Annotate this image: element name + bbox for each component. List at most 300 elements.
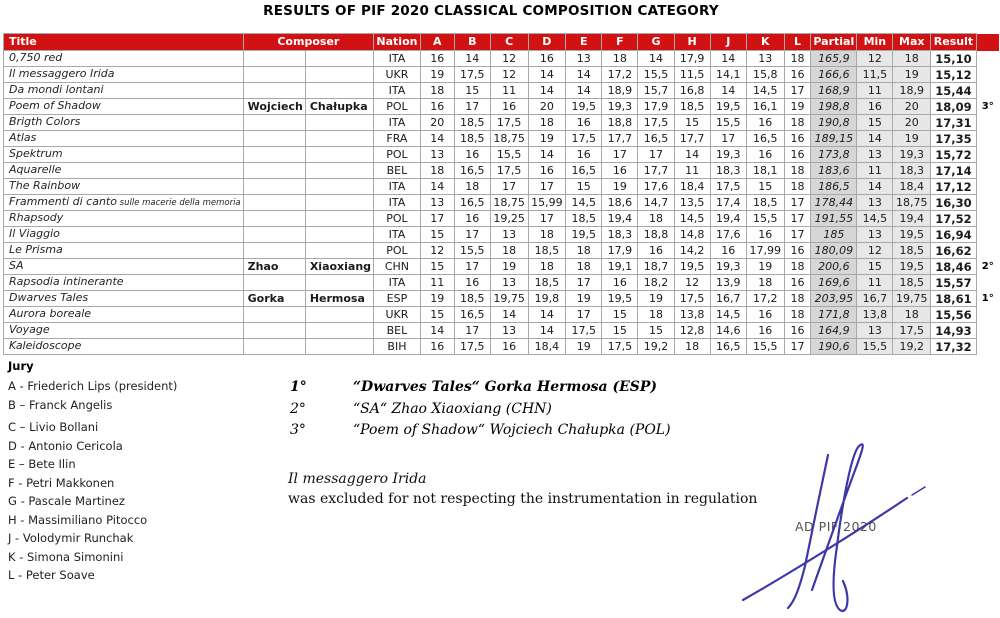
title-text: Rapsodia intinerante — [9, 275, 124, 288]
composer-first-cell — [243, 67, 305, 83]
score-cell: 15 — [420, 307, 454, 323]
partial-cell: 178,44 — [811, 195, 857, 211]
partial-cell: 169,6 — [811, 275, 857, 291]
composer-last-cell — [305, 179, 373, 195]
score-cell: 19,3 — [602, 99, 638, 115]
score-cell: 18,5 — [674, 99, 710, 115]
score-cell: 18 — [784, 291, 811, 307]
table-row — [4, 291, 1000, 307]
col-nation: Nation — [374, 34, 421, 51]
score-cell: 14 — [528, 147, 566, 163]
composer-first-cell — [243, 307, 305, 323]
score-cell: 12 — [490, 67, 528, 83]
min-cell: 12 — [857, 243, 893, 259]
score-cell: 15,5 — [454, 243, 490, 259]
score-cell: 14 — [566, 67, 602, 83]
title-cell — [4, 195, 244, 211]
result-cell: 17,35 — [931, 131, 977, 147]
col-composer: Composer — [243, 34, 373, 51]
score-cell: 19 — [638, 291, 674, 307]
title-cell — [4, 67, 244, 83]
score-cell: 14,6 — [710, 323, 746, 339]
score-cell: 16 — [454, 147, 490, 163]
score-cell: 14 — [528, 67, 566, 83]
score-cell: 17,5 — [490, 163, 528, 179]
title-text: Dwarves Tales — [9, 291, 89, 304]
score-cell: 18,4 — [674, 179, 710, 195]
score-cell: 17 — [638, 147, 674, 163]
jury-member: A - Friederich Lips (president) — [8, 379, 178, 393]
table-row — [4, 323, 1000, 339]
composer-first-cell: Zhao — [243, 259, 305, 275]
score-cell: 17,5 — [710, 179, 746, 195]
score-cell: 14,2 — [674, 243, 710, 259]
score-cell: 17,2 — [602, 67, 638, 83]
score-cell: 15,5 — [746, 339, 784, 355]
score-cell: 18,5 — [454, 115, 490, 131]
composer-first-cell: Gorka — [243, 291, 305, 307]
title-cell — [4, 51, 244, 67]
col-judge-a: A — [420, 34, 454, 51]
title-text: Aquarelle — [9, 163, 62, 176]
composer-first-cell: Wojciech — [243, 99, 305, 115]
score-cell: 14 — [420, 131, 454, 147]
col-rank — [976, 34, 999, 51]
table-row — [4, 243, 1000, 259]
max-cell: 19,4 — [893, 211, 931, 227]
composer-first-cell — [243, 179, 305, 195]
nation-cell: UKR — [374, 307, 421, 323]
score-cell: 14,5 — [746, 83, 784, 99]
score-cell: 16 — [746, 323, 784, 339]
table-row — [4, 147, 1000, 163]
score-cell: 16 — [602, 275, 638, 291]
col-judge-e: E — [566, 34, 602, 51]
min-cell: 16 — [857, 99, 893, 115]
score-cell: 18,2 — [638, 275, 674, 291]
score-cell: 17,99 — [746, 243, 784, 259]
jury-list — [8, 377, 177, 585]
score-cell: 16 — [454, 211, 490, 227]
table-row — [4, 275, 1000, 291]
title-text: Da mondi lontani — [9, 83, 104, 96]
title-text: The Rainbow — [9, 179, 81, 192]
title-text: Kaleidoscope — [9, 339, 82, 352]
rank-cell — [976, 275, 999, 291]
result-cell: 14,93 — [931, 323, 977, 339]
title-cell — [4, 339, 244, 355]
score-cell: 16 — [746, 307, 784, 323]
title-text: Aurora boreale — [9, 307, 92, 320]
max-cell: 18,5 — [893, 275, 931, 291]
signature-caption: AD PIF 2020 — [795, 519, 877, 534]
min-cell: 13 — [857, 195, 893, 211]
score-cell: 13 — [746, 51, 784, 67]
score-cell: 18 — [528, 115, 566, 131]
score-cell: 14,7 — [638, 195, 674, 211]
rank-cell — [976, 227, 999, 243]
score-cell: 19 — [784, 99, 811, 115]
min-cell: 12 — [857, 51, 893, 67]
result-cell: 17,52 — [931, 211, 977, 227]
partial-cell: 191,55 — [811, 211, 857, 227]
score-cell: 18,1 — [746, 163, 784, 179]
title-text: Rhapsody — [9, 211, 64, 224]
composer-last-cell — [305, 227, 373, 243]
composer-last-cell — [305, 163, 373, 179]
score-cell: 18,4 — [528, 339, 566, 355]
podium-place-label: 1° — [290, 379, 307, 395]
col-judge-g: G — [638, 34, 674, 51]
score-cell: 18 — [528, 259, 566, 275]
nation-cell: BEL — [374, 323, 421, 339]
composer-first-cell — [243, 211, 305, 227]
score-cell: 14 — [710, 51, 746, 67]
composer-first-cell — [243, 131, 305, 147]
jury-member: J - Volodymir Runchak — [8, 531, 134, 545]
nation-cell: BEL — [374, 163, 421, 179]
results-body — [4, 51, 1000, 355]
rank-cell: 2° — [981, 260, 994, 272]
score-cell: 19,75 — [490, 291, 528, 307]
title-cell — [4, 275, 244, 291]
result-cell: 15,12 — [931, 67, 977, 83]
title-text: Il Viaggio — [9, 227, 60, 240]
score-cell: 19 — [490, 259, 528, 275]
score-cell: 18,7 — [638, 259, 674, 275]
result-cell: 15,56 — [931, 307, 977, 323]
title-text: Spektrum — [9, 147, 63, 160]
composer-last-cell — [305, 131, 373, 147]
max-cell: 18,9 — [893, 83, 931, 99]
score-cell: 17,9 — [674, 51, 710, 67]
max-cell: 20 — [893, 99, 931, 115]
jury-member: H - Massimiliano Pitocco — [8, 512, 148, 527]
score-cell: 18,9 — [602, 83, 638, 99]
score-cell: 16 — [490, 99, 528, 115]
header-row — [4, 34, 1000, 51]
nation-cell: BIH — [374, 339, 421, 355]
max-cell: 19 — [893, 67, 931, 83]
score-cell: 18 — [638, 211, 674, 227]
score-cell: 19,3 — [710, 147, 746, 163]
composer-first-cell — [243, 243, 305, 259]
score-cell: 19,8 — [528, 291, 566, 307]
title-cell — [4, 211, 244, 227]
score-cell: 19,4 — [710, 211, 746, 227]
min-cell: 16,7 — [857, 291, 893, 307]
partial-cell: 198,8 — [811, 99, 857, 115]
score-cell: 11 — [490, 83, 528, 99]
score-cell: 13,9 — [710, 275, 746, 291]
min-cell: 15 — [857, 115, 893, 131]
title-text: Voyage — [9, 323, 50, 336]
score-cell: 16 — [784, 323, 811, 339]
partial-cell: 168,9 — [811, 83, 857, 99]
col-min: Min — [857, 34, 893, 51]
score-cell: 16 — [566, 115, 602, 131]
composer-last-cell — [305, 67, 373, 83]
score-cell: 17 — [784, 211, 811, 227]
score-cell: 15 — [420, 259, 454, 275]
partial-cell: 165,9 — [811, 51, 857, 67]
score-cell: 19,25 — [490, 211, 528, 227]
composer-last-cell — [305, 211, 373, 227]
min-cell: 15 — [857, 259, 893, 275]
podium-third-place — [290, 420, 671, 442]
score-cell: 18,3 — [710, 163, 746, 179]
score-cell: 14,5 — [674, 211, 710, 227]
nation-cell: ITA — [374, 83, 421, 99]
composer-first-cell — [243, 227, 305, 243]
score-cell: 16 — [420, 339, 454, 355]
score-cell: 16 — [420, 51, 454, 67]
podium-winner-text: “Poem of Shadow“ Wojciech Chałupka (POL) — [353, 422, 671, 438]
rank-cell — [976, 147, 999, 163]
score-cell: 17 — [454, 99, 490, 115]
col-judge-j: J — [710, 34, 746, 51]
table-row — [4, 163, 1000, 179]
score-cell: 18,5 — [528, 275, 566, 291]
score-cell: 14 — [528, 323, 566, 339]
score-cell: 14 — [454, 51, 490, 67]
score-cell: 13,8 — [674, 307, 710, 323]
score-cell: 19 — [602, 179, 638, 195]
max-cell: 18,5 — [893, 243, 931, 259]
title-cell — [4, 131, 244, 147]
score-cell: 16 — [490, 339, 528, 355]
score-cell: 13 — [490, 227, 528, 243]
rank-cell — [976, 307, 999, 323]
score-cell: 14 — [566, 83, 602, 99]
exclusion-note — [288, 469, 757, 509]
results-table — [3, 33, 1000, 355]
partial-cell: 166,6 — [811, 67, 857, 83]
score-cell: 18,5 — [528, 243, 566, 259]
jury-member: B – Franck Angelis — [8, 397, 113, 412]
score-cell: 18,6 — [602, 195, 638, 211]
page-title: RESULTS OF PIF 2020 CLASSICAL COMPOSITION CATEGORY — [263, 3, 719, 19]
score-cell: 17 — [710, 131, 746, 147]
score-cell: 13,5 — [674, 195, 710, 211]
rank-cell — [976, 51, 999, 67]
score-cell: 17 — [528, 211, 566, 227]
nation-cell: ITA — [374, 179, 421, 195]
score-cell: 18 — [566, 259, 602, 275]
score-cell: 15 — [420, 227, 454, 243]
score-cell: 18 — [674, 339, 710, 355]
nation-cell: POL — [374, 147, 421, 163]
max-cell: 19,5 — [893, 227, 931, 243]
nation-cell: POL — [374, 211, 421, 227]
score-cell: 17,9 — [602, 243, 638, 259]
score-cell: 12 — [420, 243, 454, 259]
title-text: Brigth Colors — [9, 115, 81, 128]
result-cell: 15,44 — [931, 83, 977, 99]
title-cell — [4, 307, 244, 323]
min-cell: 13 — [857, 147, 893, 163]
score-cell: 14 — [710, 83, 746, 99]
score-cell: 19,2 — [638, 339, 674, 355]
result-cell: 15,10 — [931, 51, 977, 67]
composer-first-cell — [243, 83, 305, 99]
jury-heading: Jury — [8, 359, 34, 373]
composer-first-cell — [243, 51, 305, 67]
jury-member: E – Bete Ilin — [8, 457, 76, 471]
title-text: SA — [9, 259, 24, 272]
score-cell: 16 — [454, 275, 490, 291]
partial-cell: 183,6 — [811, 163, 857, 179]
score-cell: 11 — [674, 163, 710, 179]
podium-place-label: 3° — [290, 422, 306, 438]
max-cell: 17,5 — [893, 323, 931, 339]
nation-cell: ESP — [374, 291, 421, 307]
score-cell: 18 — [566, 243, 602, 259]
col-judge-k: K — [746, 34, 784, 51]
score-cell: 17,2 — [746, 291, 784, 307]
title-text: Il messaggero Irida — [9, 67, 115, 80]
score-cell: 17 — [784, 339, 811, 355]
partial-cell: 173,8 — [811, 147, 857, 163]
partial-cell: 171,8 — [811, 307, 857, 323]
title-cell — [4, 291, 244, 307]
score-cell: 18,8 — [602, 115, 638, 131]
jury-member: K - Simona Simonini — [8, 549, 124, 564]
score-cell: 14,5 — [566, 195, 602, 211]
score-cell: 17 — [420, 211, 454, 227]
score-cell: 16,5 — [710, 339, 746, 355]
score-cell: 17 — [566, 275, 602, 291]
score-cell: 17 — [566, 307, 602, 323]
table-row — [4, 227, 1000, 243]
result-cell: 16,30 — [931, 195, 977, 211]
score-cell: 13 — [420, 147, 454, 163]
score-cell: 15,5 — [710, 115, 746, 131]
score-cell: 16 — [746, 227, 784, 243]
score-cell: 15 — [674, 115, 710, 131]
jury-member: G - Pascale Martinez — [8, 494, 125, 508]
score-cell: 16 — [566, 147, 602, 163]
score-cell: 14 — [638, 51, 674, 67]
score-cell: 17,5 — [566, 131, 602, 147]
score-cell: 15 — [602, 307, 638, 323]
composer-last-cell — [305, 115, 373, 131]
score-cell: 14,8 — [674, 227, 710, 243]
score-cell: 19,3 — [710, 259, 746, 275]
composer-last-cell — [305, 275, 373, 291]
col-judge-d: D — [528, 34, 566, 51]
score-cell: 16 — [638, 243, 674, 259]
score-cell: 19 — [528, 131, 566, 147]
score-cell: 18,8 — [638, 227, 674, 243]
table-row — [4, 67, 1000, 83]
score-cell: 18,5 — [454, 291, 490, 307]
nation-cell: ITA — [374, 51, 421, 67]
score-cell: 16 — [710, 243, 746, 259]
podium-first-place — [290, 377, 671, 399]
score-cell: 16,5 — [454, 163, 490, 179]
score-cell: 17 — [528, 179, 566, 195]
table-row — [4, 131, 1000, 147]
partial-cell: 186,5 — [811, 179, 857, 195]
score-cell: 18 — [784, 259, 811, 275]
score-cell: 17,7 — [638, 163, 674, 179]
score-cell: 12,8 — [674, 323, 710, 339]
title-cell — [4, 227, 244, 243]
min-cell: 15,5 — [857, 339, 893, 355]
partial-cell: 180,09 — [811, 243, 857, 259]
max-cell: 19,75 — [893, 291, 931, 307]
score-cell: 14 — [674, 147, 710, 163]
rank-cell: 3° — [981, 100, 994, 112]
min-cell: 13 — [857, 323, 893, 339]
score-cell: 17,5 — [566, 323, 602, 339]
score-cell: 18 — [490, 243, 528, 259]
jury-member: L - Peter Soave — [8, 568, 95, 582]
min-cell: 14,5 — [857, 211, 893, 227]
score-cell: 16 — [784, 67, 811, 83]
score-cell: 18,5 — [566, 211, 602, 227]
score-cell: 19 — [566, 339, 602, 355]
podium-place-label: 2° — [290, 400, 306, 417]
score-cell: 20 — [420, 115, 454, 131]
composer-first-cell — [243, 275, 305, 291]
rank-cell: 1° — [981, 292, 994, 304]
score-cell: 18 — [420, 83, 454, 99]
score-cell: 18,75 — [490, 195, 528, 211]
score-cell: 19 — [420, 67, 454, 83]
nation-cell: FRA — [374, 131, 421, 147]
max-cell: 18 — [893, 307, 931, 323]
max-cell: 18,75 — [893, 195, 931, 211]
score-cell: 15,5 — [490, 147, 528, 163]
score-cell: 18,5 — [746, 195, 784, 211]
score-cell: 19,5 — [674, 259, 710, 275]
partial-cell: 200,6 — [811, 259, 857, 275]
result-cell: 17,31 — [931, 115, 977, 131]
composer-first-cell — [243, 163, 305, 179]
title-text: 0,750 red — [9, 51, 63, 64]
partial-cell: 185 — [811, 227, 857, 243]
max-cell: 20 — [893, 115, 931, 131]
score-cell: 15 — [602, 323, 638, 339]
col-judge-f: F — [602, 34, 638, 51]
score-cell: 14 — [420, 179, 454, 195]
table-row — [4, 115, 1000, 131]
score-cell: 14 — [420, 323, 454, 339]
nation-cell: POL — [374, 243, 421, 259]
col-judge-c: C — [490, 34, 528, 51]
score-cell: 18 — [454, 179, 490, 195]
max-cell: 19,3 — [893, 147, 931, 163]
score-cell: 16,5 — [746, 131, 784, 147]
result-cell: 17,12 — [931, 179, 977, 195]
max-cell: 18,4 — [893, 179, 931, 195]
table-row — [4, 83, 1000, 99]
title-cell — [4, 83, 244, 99]
score-cell: 17,7 — [674, 131, 710, 147]
score-cell: 15 — [566, 179, 602, 195]
table-row — [4, 259, 1000, 275]
podium-winner-text: “SA“ Zhao Xiaoxiang (CHN) — [353, 400, 552, 417]
score-cell: 19,5 — [566, 227, 602, 243]
result-cell: 15,57 — [931, 275, 977, 291]
nation-cell: ITA — [374, 195, 421, 211]
partial-cell: 203,95 — [811, 291, 857, 307]
score-cell: 16 — [746, 115, 784, 131]
score-cell: 19,5 — [566, 99, 602, 115]
score-cell: 17 — [490, 179, 528, 195]
